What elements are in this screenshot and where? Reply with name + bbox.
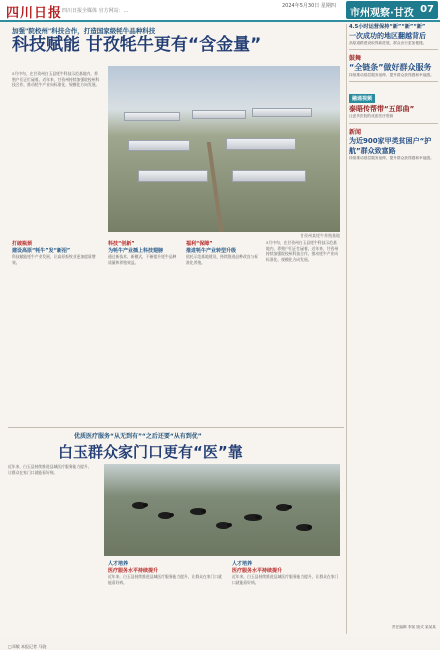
lower-left-text (8, 464, 92, 634)
block2-text: 通过新技术、新模式，不断提升牦牛品种质量和养殖效益。 (108, 254, 177, 265)
yak-shape (296, 524, 312, 531)
yak-shape (190, 508, 206, 515)
photo-caption: 甘孜州某牦牛养殖基地 (300, 233, 340, 238)
video-band: 融通视频 (349, 94, 375, 103)
yak-shape (276, 504, 290, 511)
block3-title: 福利“保障” (186, 241, 213, 247)
video-subtitle: 让更多医院的优质医疗资源 (349, 114, 394, 119)
newspaper-logo: 四川日报 (6, 6, 63, 21)
right-divider (349, 123, 438, 124)
section-divider (8, 427, 344, 428)
video-title: 泰晤传帮带“五郎曲” (349, 105, 415, 114)
barn-shape (192, 110, 246, 119)
block1-subtitle: 建设高原“牦牛”发“新招” (12, 248, 71, 254)
block2-title: 科技“创新” (108, 241, 135, 247)
lower-right-title: 人才培养 (232, 561, 253, 567)
yak-shape (132, 502, 146, 509)
author-note: □邓敏 本报记者 马骁 (8, 644, 47, 649)
yak-shape (244, 514, 262, 521)
lower-headline: 白玉群众家门口更有“医”靠 (58, 443, 243, 461)
editor-credit: 责任编辑 李某 版式 某某某 (391, 625, 436, 629)
barn-shape (226, 138, 296, 150)
section-badge (346, 1, 438, 19)
farm-photo (108, 66, 340, 232)
lower-right-text: 近年来，白玉县持续推进县域医疗服务能力提升，让群众在家门口就能看好病。 (232, 574, 339, 585)
lower-middle-block (108, 560, 224, 632)
barn-shape (128, 140, 190, 151)
right-middle-headline: “全链条”做好群众服务 (349, 62, 432, 72)
lead-paragraph: 5月中旬，在甘孜州白玉县牦牛科技示范基地内，养殖户们正忙碌着。近年来，甘孜州持续加强院校州科技合作，推动牦牛产业向标准化、规模化方向发展。 (12, 71, 100, 87)
article-block-2 (108, 240, 180, 420)
road-shape (207, 142, 224, 232)
extra-paragraph: 5月中旬，在甘孜州白玉县牦牛科技示范基地内，养殖户们正忙碌着。近年来，甘孜州持续加强院校州科技合作，推动牦牛产业向标准化、规模化方向发展。 (266, 240, 339, 262)
block3-text: 依托示范基地建设，持续推进品种改良与标准化养殖。 (186, 254, 259, 265)
lower-middle-subtitle: 医疗服务水平持续提升 (108, 568, 159, 574)
masthead-url: 四川日报全媒体 官方网站：... (62, 8, 129, 14)
block2-subtitle: 为牦牛产业插上科技翅膀 (108, 248, 164, 254)
right-lower-tag: 新闻 (349, 128, 362, 136)
page-number: 07 (420, 4, 434, 15)
yak-shape (216, 522, 230, 529)
lower-kicker: 优质医疗服务“从无到有”“之后还要“从有到优” (74, 433, 202, 440)
barn-shape (252, 108, 312, 117)
right-lower-headline: 为近900家甲类贫困户“护航”群众致富路 (349, 136, 432, 155)
article-block-3 (186, 240, 260, 420)
barn-shape (138, 170, 208, 182)
main-column (4, 24, 340, 649)
masthead (0, 0, 440, 22)
lower-middle-title: 人才培养 (108, 561, 129, 567)
right-column (346, 24, 438, 634)
lower-right-block (232, 560, 340, 632)
right-top-title: 4.5小时运营保持“新”“新”“新” (349, 24, 426, 30)
right-middle-text: 持续推动基层服务延伸，提升群众获得感和幸福感。 (349, 72, 434, 77)
right-divider (349, 49, 438, 50)
barn-shape (124, 112, 180, 121)
yak-photo (104, 464, 340, 556)
yak-shape (158, 512, 172, 519)
right-middle-tag: 鼓舞 (349, 54, 362, 62)
section-title: 市州观察·甘孜 (350, 8, 414, 19)
lower-left-paragraph: 近年来，白玉县持续推进县域医疗服务能力提升，让群众在家门口就能看好病。 (8, 464, 92, 475)
lower-middle-text: 近年来，白玉县持续推进县域医疗服务能力提升，让群众在家门口就能看好病。 (108, 574, 222, 585)
barn-shape (232, 170, 306, 182)
right-top-text: 高原道路建设取得新进展，群众出行更加便捷。 (349, 40, 427, 45)
block1-title: 打破瓶颈 (12, 241, 33, 247)
right-top-headline: 一次成功的地区翻越背后 (349, 31, 426, 40)
right-lower-text: 持续推动基层服务延伸，提升群众获得感和幸福感。 (349, 155, 434, 160)
publication-date: 2024年5月30日 星期四 (282, 3, 336, 9)
lower-right-subtitle: 医疗服务水平持续提升 (232, 568, 283, 574)
block3-subtitle: 推进牦牛产业转型升级 (186, 248, 237, 254)
lead-headline: 科技赋能 甘孜牦牛更有“含金量” (12, 35, 262, 55)
right-divider (349, 81, 438, 82)
article-block-1 (12, 240, 100, 420)
block1-text: 科技赋能牦牛产业发展，让高原畜牧业更加提质增效。 (12, 254, 96, 265)
lead-text (12, 71, 100, 161)
lead-kicker: 加强"院校州"科技合作，打造国家级牦牛品种科技 (12, 27, 156, 35)
article-extra-text (266, 240, 340, 420)
